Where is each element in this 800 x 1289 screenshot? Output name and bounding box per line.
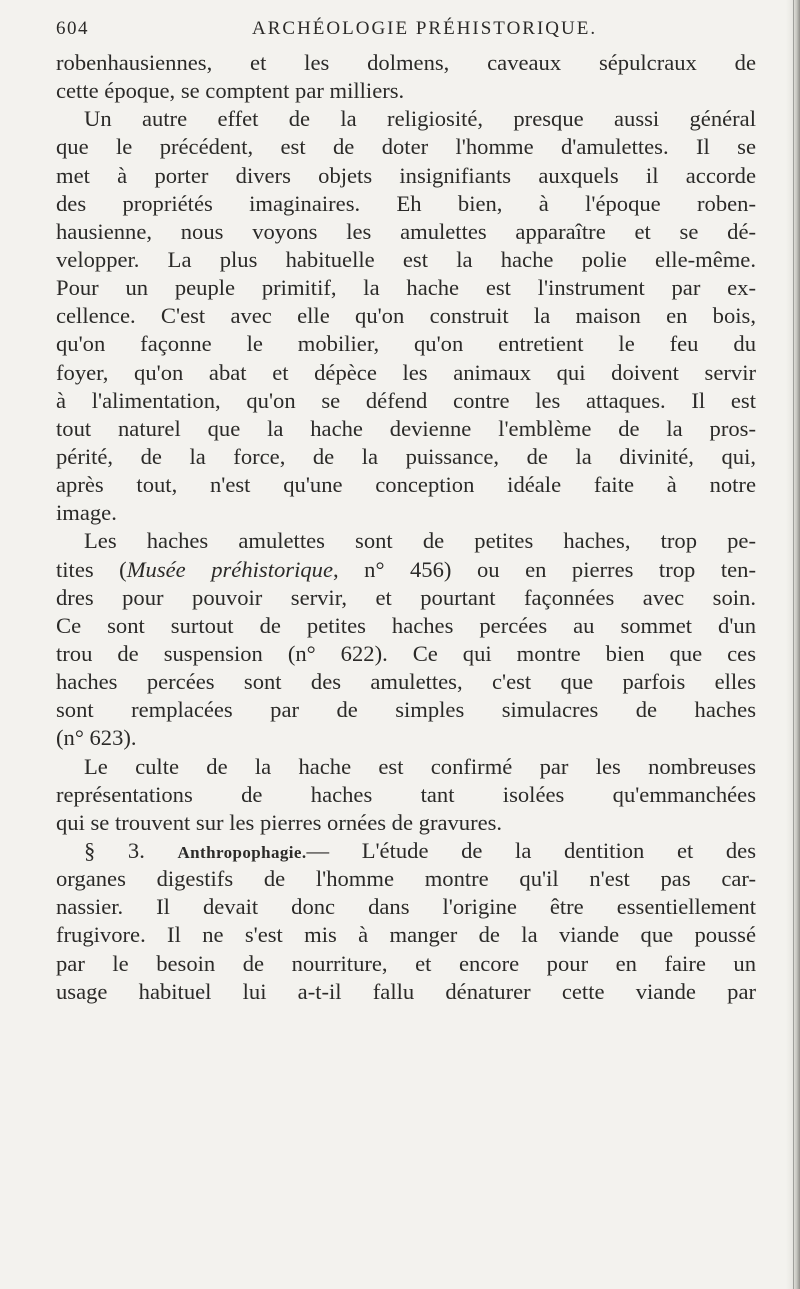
text-line: (n° 623). [56, 725, 137, 751]
text-line: des propriétés imaginaires. Eh bien, à l'époque roben- [56, 190, 756, 216]
museum-reference: Musée préhistorique [126, 556, 333, 582]
text-line: haches percées sont des amulettes, c'est que parfois elles [56, 669, 756, 695]
section-mark: § 3. [84, 837, 145, 863]
text-line: qu'on façonne le mobilier, qu'on entretient le feu du [56, 331, 756, 357]
text-line: frugivore. Il ne s'est mis à manger de la viande que poussé [56, 922, 756, 948]
text-line: usage habituel lui a-t-il fallu dénaturer cette viande par [56, 978, 756, 1004]
section-heading-line [56, 837, 756, 865]
text-line: image. [56, 500, 117, 526]
text-line: trou de suspension (n° 622). Ce qui montre bien que ces [56, 640, 756, 666]
text-line: dres pour pouvoir servir, et pourtant façonnées avec soin. [56, 584, 756, 610]
text-line: sont remplacées par de simples simulacres de haches [56, 697, 756, 723]
section-title: Anthropophagie. [177, 842, 307, 862]
text-fragment: — L'étude de la dentition et des [306, 837, 756, 863]
body-text [56, 49, 756, 1006]
text-line: tout naturel que la hache devienne l'emblème de la pros- [56, 415, 756, 441]
text-line: hausienne, nous voyons les amulettes apparaître et se dé- [56, 218, 756, 244]
running-title: ARCHÉOLOGIE PRÉHISTORIQUE. [252, 18, 598, 39]
text-line: met à porter divers objets insignifiants auxquels il accorde [56, 162, 756, 188]
text-line: robenhausiennes, et les dolmens, caveaux sépulcraux de [56, 50, 756, 75]
text-line: cette époque, se comptent par milliers. [56, 78, 405, 104]
text-line: velopper. La plus habituelle est la hache polie elle-même. [56, 246, 756, 272]
text-line: Le culte de la hache est confirmé par les nombreuses [84, 753, 756, 779]
text-line: à l'alimentation, qu'on se défend contre les attaques. Il est [56, 387, 756, 413]
text-line: cellence. C'est avec elle qu'on construit la maison en bois, [56, 303, 756, 329]
text-line: Un autre effet de la religiosité, presque aussi général [84, 106, 756, 132]
text-line: Les haches amulettes sont de petites haches, trop pe- [84, 528, 756, 554]
text-line: Ce sont surtout de petites haches percées au sommet d'un [56, 612, 756, 638]
text-line: représentations de haches tant isolées qu'emmanchées [56, 781, 756, 807]
text-line: par le besoin de nourriture, et encore pour en faire un [56, 950, 756, 976]
text-fragment: , n° 456) ou en pierres trop ten- [332, 556, 756, 582]
text-line: périté, de la force, de la puissance, de la divinité, qui, [56, 443, 756, 469]
text-line: après tout, n'est qu'une conception idéale faite à notre [56, 472, 756, 498]
text-line: qui se trouvent sur les pierres ornées de gravures. [56, 809, 503, 835]
text-line: nassier. Il devait donc dans l'origine être essentiellement [56, 894, 756, 920]
text-fragment: tites ( [56, 556, 127, 582]
page-edge-line [793, 0, 794, 1289]
page-header [56, 14, 756, 44]
page-number: 604 [56, 18, 89, 39]
text-line-with-italic [56, 556, 756, 584]
text-line: Pour un peuple primitif, la hache est l'instrument par ex- [56, 275, 756, 301]
text-line: organes digestifs de l'homme montre qu'il n'est pas car- [56, 866, 756, 892]
text-line: que le précédent, est de doter l'homme d'amulettes. Il se [56, 134, 756, 160]
text-line: foyer, qu'on abat et dépèce les animaux qui doivent servir [56, 359, 756, 385]
